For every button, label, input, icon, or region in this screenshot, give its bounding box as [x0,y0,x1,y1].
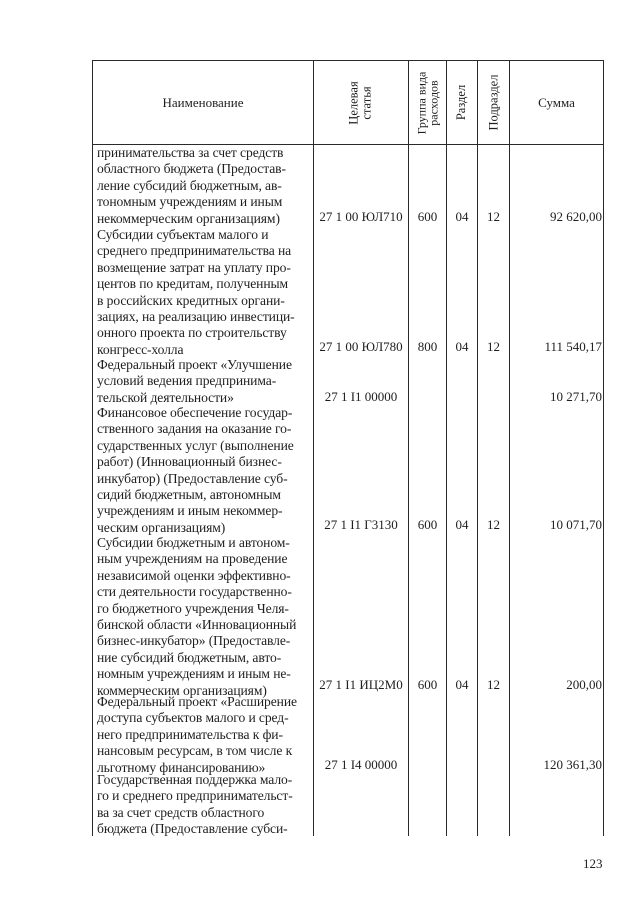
row-5-sum: 200,00 [566,677,602,692]
column-divider-code [408,60,409,836]
header-sum: Сумма [538,94,575,110]
header-subsection [478,61,509,144]
header-expense-group-text: Группа вида расходов [414,71,441,134]
row-5-code: 27 1 I1 ИЦ2М0 [319,677,403,692]
row-4-group: 600 [417,517,438,532]
row-3-code: 27 1 I1 00000 [324,389,398,404]
row-6-sum: 120 361,30 [543,757,602,772]
row-2-group: 800 [417,339,438,354]
row-2-section: 04 [455,339,469,354]
column-divider-group [446,60,447,836]
row-1-code: 27 1 00 ЮЛ710 [319,209,403,224]
column-divider-section [477,60,478,836]
row-3-sum: 10 271,70 [550,389,602,404]
table-right-border [603,60,604,836]
row-1-sum: 92 620,00 [550,209,602,224]
row-5-section: 04 [455,677,469,692]
row-2-sum: 111 540,17 [544,339,602,354]
row-2-subsection: 12 [487,339,500,354]
row-4-section: 04 [455,517,469,532]
row-7-name: Государственная поддержка мало- го и среднего предпринимательст- ва за счет средств областного бюджета (Предоставление субси- [97,772,293,837]
header-subsection-text: Подраздел [486,74,500,131]
row-5-group: 600 [417,677,438,692]
row-5-subsection: 12 [487,677,500,692]
page-number: 123 [583,856,603,871]
row-5-name: Субсидии бюджетным и автоном- ным учреждениям на проведение независимой оценки эффективно- сти деятельности государственно- го бюджетного учреждения Челя- бинской области «Инновационный бизнес-инкубатор» (Предоставле- ние субсидий бюджетным, авто- номным учреждениям и иным не- коммерческим организациям) [97,535,297,698]
row-6-name: Федеральный проект «Расширение доступа субъектов малого и сред- него предпринимательства к фи- нансовым ресурсам, в том числе к льготному финансированию» [97,694,297,775]
row-4-name: Финансовое обеспечение государ- ственного задания на оказание го- сударственных услуг (выполнение работ) (Инновационный бизнес- инкубатор) (Предоставление суб- сидий бюджетным, автономным учреждениям и иным некоммер- ческим организациям) [97,405,294,535]
row-4-code: 27 1 I1 Г3130 [324,517,398,532]
row-1-subsection: 12 [487,209,500,224]
column-divider-subsection [509,60,510,836]
row-1-group: 600 [417,209,438,224]
row-4-sum: 10 071,70 [550,517,602,532]
row-6-code: 27 1 I4 00000 [324,757,398,772]
header-target-article-text: Целевая статья [347,80,374,125]
header-expense-group [409,61,446,144]
header-name: Наименование [162,94,244,110]
row-1-section: 04 [455,209,469,224]
row-2-code: 27 1 00 ЮЛ780 [319,339,403,354]
header-section [447,61,477,144]
row-4-subsection: 12 [487,517,500,532]
column-divider-name [313,60,314,836]
header-section-text: Раздел [454,84,469,121]
table-left-border [92,60,93,836]
row-1-name: принимательства за счет средств областного бюджета (Предостав- ление субсидий бюджетным, ав- тономным учреждениям и иным некоммерческим организациям) [97,145,286,226]
header-target-article [314,61,408,144]
row-2-name: Субсидии субъектам малого и среднего предпринимательства на возмещение затрат на уплату про- центов по кредитам, полученным в российских кредитных органи- зациях, на реализацию инвестици- онного проекта по строительству конгресс-холла [97,227,295,357]
row-3-name: Федеральный проект «Улучшение условий ведения предпринима- тельской деятельности» [97,357,292,405]
